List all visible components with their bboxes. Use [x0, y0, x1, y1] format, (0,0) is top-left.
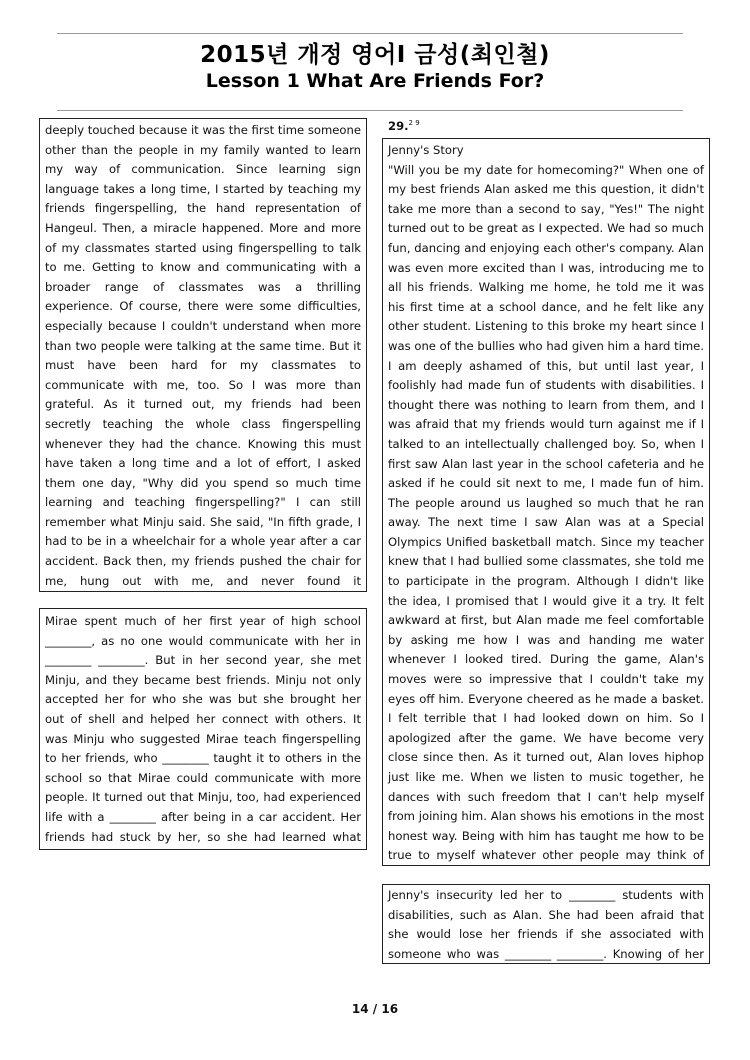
story-text: "Will you be my date for homecoming?" When one of my best friends Alan asked me this question, it didn't take me more than a second to say, "Yes!" The night turned out to be great as I expected. We had so much fun, dancing and enjoying each other's company. Alan was even more excited than I was, introducing me to all his friends. Walking me home, he told me it was his first time at a school dance, and he felt like any other student. Listening to this broke my heart since I was one of the bullies who had given him a hard time. I am deeply ashamed of this, but until last year, I foolishly had made fun of students with disabilities. I thought there was nothing to learn from them, and I was afraid that my friends would turn against me if I talked to an intellectually challenged boy. So, when I first saw Alan last year in the school cafeteria and he asked if he could sit next to me, I made fun of him. The people around us laughed so much that he ran away. The next time I saw Alan was at a Special Olympics Unified basketball match. Since my teacher knew that I had bullied some classmates, she told me to participate in the program. Although I didn't like the idea, I promised that I would give it a try. It felt awkward at first, but Alan made me feel comfortable by asking me how I was and handing me water whenever I looked tired. During the game, Alan's moves were so impressive that I couldn't take my eyes off him. Everyone cheered as he made a basket. I felt terrible that I had looked down on him. So I apologized after the game. We have become very close since then. As it turned out, Alan loves hiphop just like me. When we listen to music together, he dances with such freedom that I can't help myself from joining him. Alan shows his emotions in the most honest way. Being with him has taught me how to be true to myself whatever other people may think of	[388, 162, 704, 863]
question-number-text: 29.	[388, 119, 409, 133]
story-title: Jenny's Story	[388, 143, 464, 157]
passage-continued-text: deeply touched because it was the first time someone other than the people in my family wanted to learn my way of communication. Since learning sign language takes a long time, I started by teaching my friends fingerspelling, the hand representation of Hangeul. Then, a miracle happened. More and more of my classmates started using fingerspelling to talk to me. Getting to know and communicating with a broader range of classmates was a thrilling experience. Of course, there were some difficulties, especially because I couldn't understand when more than two people were talking at the same time. But it must have been hard for my classmates to communicate with me, too. So I was more than grateful. As it turned out, my friends had been secretly teaching the whole class fingerspelling whenever they had the chance. Knowing this must have taken a long time and a lot of effort, I asked them one day, "Why did you spend so much time learning and teaching fingerspelling?" I can still remember what Minju said. She said, "In fifth grade, I had to be in a wheelchair for a whole year after a car accident. Back then, my friends pushed the chair for me, hung out with me, and never found it	[45, 123, 361, 588]
passage-continued-box	[39, 118, 367, 592]
summary-text-2: Jenny's insecurity led her to ________ students with disabilities, such as Alan. She had been afraid that she would lose her friends if she associated with someone who was ________ ________. Knowing of her	[388, 888, 704, 961]
summary-text-1: Mirae spent much of her first year of high school ________, as no one would communicate with her in ________ ________. But in her second year, she met Minju, and they became best friends. Minju not only accepted her for who she was but she brought her out of shell and helped her connect with others. It was Minju who suggested Mirae teach fingerspelling to her friends, who ________ taught it to others in the school so that Mirae could communicate with more people. It turned out that Minju, too, had experienced life with a ________ after being in a car accident. Her friends had stuck by her, so she had learned what	[45, 614, 361, 844]
story-box	[382, 138, 710, 866]
question-superscript: 2 9	[408, 119, 420, 128]
header-bottom-rule	[57, 110, 683, 111]
document-title: 2015년 개정 영어I 금성(최인철)	[200, 42, 550, 68]
lesson-title: Lesson 1 What Are Friends For?	[205, 70, 545, 92]
header-top-rule	[57, 33, 683, 34]
summary-box-1	[39, 608, 367, 850]
summary-box-2	[382, 884, 710, 964]
question-number	[388, 119, 420, 133]
page-indicator: 14 / 16	[351, 1002, 399, 1016]
